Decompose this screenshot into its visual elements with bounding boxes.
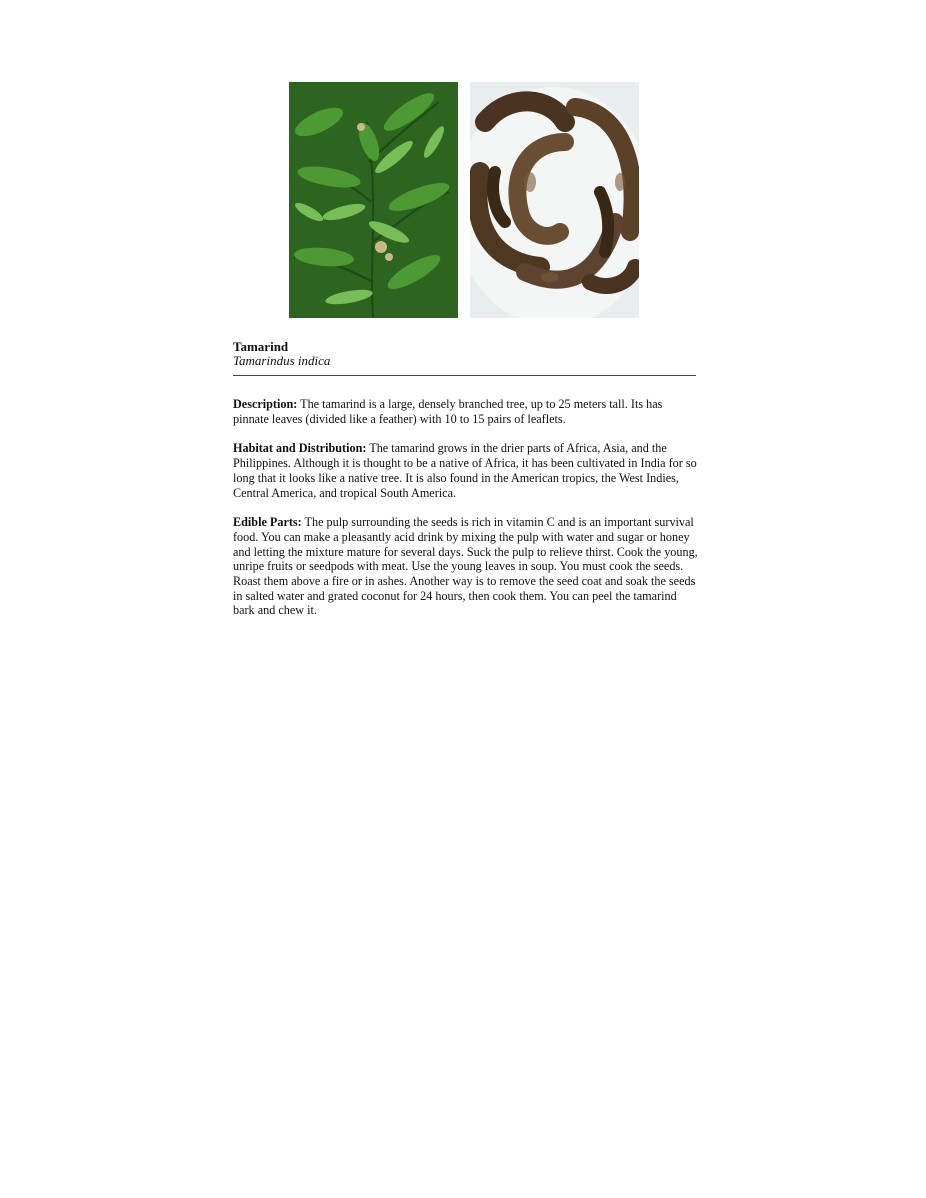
edible-parts-text: The pulp surrounding the seeds is rich in vitamin C and is an important survival food. You can make a pleasantly acid drink by mixing the pulp with water and sugar or honey and letting the mixture mature for several days. Suck the pulp to relieve thirst. Cook the young, unripe fruits or seedpods with meat. Use the young leaves in soup. You must cook the seeds. Roast them above a fire or in ashes. Another way is to remove the seed coat and soak the seeds in salted water and grated coconut for 24 hours, then cook them. You can peel the tamarind bark and chew it. xyxy=(233,515,698,618)
pods-illustration xyxy=(470,82,639,318)
latin-name: Tamarindus indica xyxy=(233,353,331,368)
habitat-text: The tamarind grows in the drier parts of Africa, Asia, and the Philippines. Although it is thought to be a native of Africa, it has been cultivated in India for so long that it looks like a native tree. It is also found in the American tropics, the West Indies, Central America, and tropical South America. xyxy=(233,441,697,500)
edible-parts-heading: Edible Parts: xyxy=(233,515,302,530)
habitat-heading: Habitat and Distribution: xyxy=(233,441,367,456)
leaves-illustration xyxy=(289,82,458,318)
description-paragraph xyxy=(233,397,699,426)
title-divider xyxy=(233,375,696,376)
tamarind-pods-photo xyxy=(470,82,639,318)
description-text: The tamarind is a large, densely branched tree, up to 25 meters tall. Its has pinnate leaves (divided like a feather) with 10 to 15 pairs of leaflets. xyxy=(233,397,663,426)
tamarind-leaves-photo xyxy=(289,82,458,318)
plant-title-block xyxy=(233,340,696,368)
habitat-paragraph xyxy=(233,441,699,500)
description-heading: Description: xyxy=(233,397,298,411)
edible-parts-paragraph xyxy=(233,515,699,618)
plant-description-body xyxy=(233,397,699,633)
common-name: Tamarind xyxy=(233,339,289,354)
